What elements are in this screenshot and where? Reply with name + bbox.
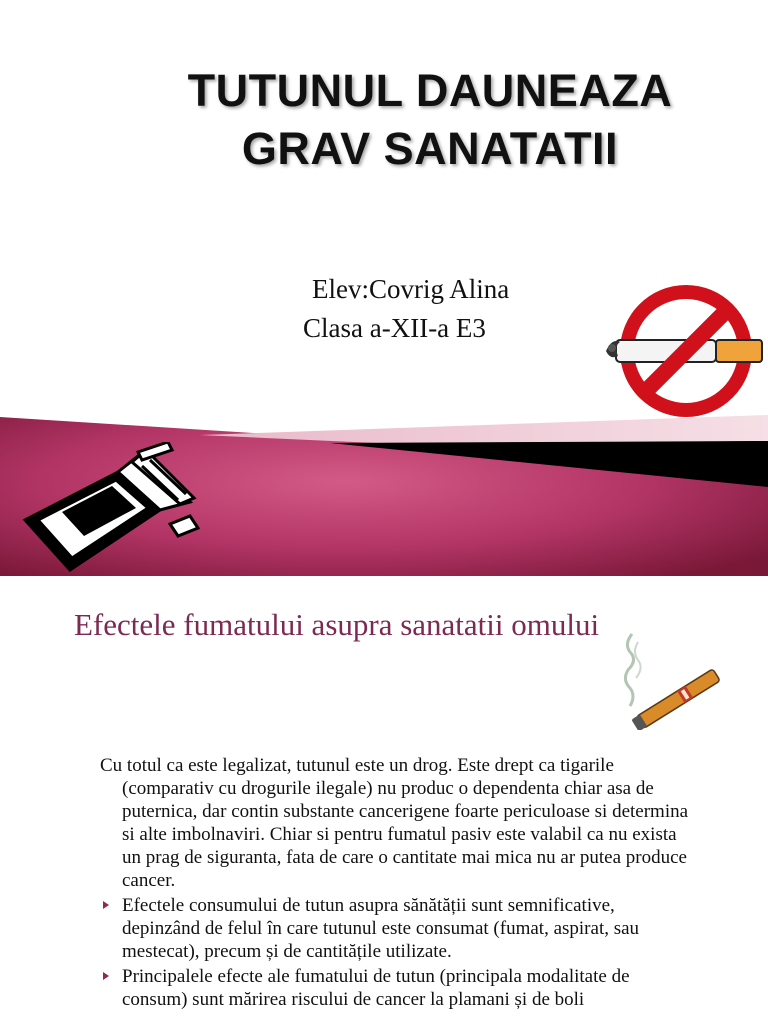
slide-body [100, 754, 690, 1011]
title-line-2: GRAV SANATATII [241, 123, 619, 174]
list-item [100, 965, 690, 1011]
intro-first-line: Cu totul ca este legalizat, tutunul este un drog. Este drept ca tigarile [100, 755, 614, 776]
list-item [100, 894, 690, 963]
bullet-arrow-icon [103, 972, 109, 980]
bullet-text: Efectele consumului de tutun asupra sănătății sunt semnificative, depinzând de felul în care tutunul este consumat (fumat, aspirat, sau mestecat), precum și de cantitățile utilizate. [122, 895, 640, 962]
slide-title [130, 62, 730, 178]
class-label: Clasa a-XII-a E3 [303, 313, 486, 343]
bullet-arrow-icon [103, 901, 109, 909]
intro-rest: (comparativ cu drogurile ilegale) nu produc o dependenta chiar asa de puternica, dar contin substante cancerigene foarte periculoase si determina si alte imbolnaviri. Chiar si pentru fumatul pasiv este valabil ca nu exista un prag de siguranta, fata de care o cantitate mai mica nu ar putea produce cancer. [122, 778, 689, 891]
cigarette-pack-icon [20, 442, 205, 576]
content-slide [0, 576, 768, 1024]
author-name: Elev:Covrig Alina [312, 274, 510, 304]
title-line-1: TUTUNUL DAUNEAZA [187, 65, 673, 116]
bullet-text: Principalele efecte ale fumatului de tutun (principala modalitate de consum) sunt mărirea riscului de cancer la plamani și de boli [122, 966, 630, 1010]
bullet-list [100, 894, 690, 1011]
lit-cigarette-icon [618, 630, 730, 730]
no-smoking-icon [598, 278, 768, 428]
intro-paragraph [100, 754, 690, 892]
slide-heading: Efectele fumatului asupra sanatatii omului [74, 607, 600, 642]
